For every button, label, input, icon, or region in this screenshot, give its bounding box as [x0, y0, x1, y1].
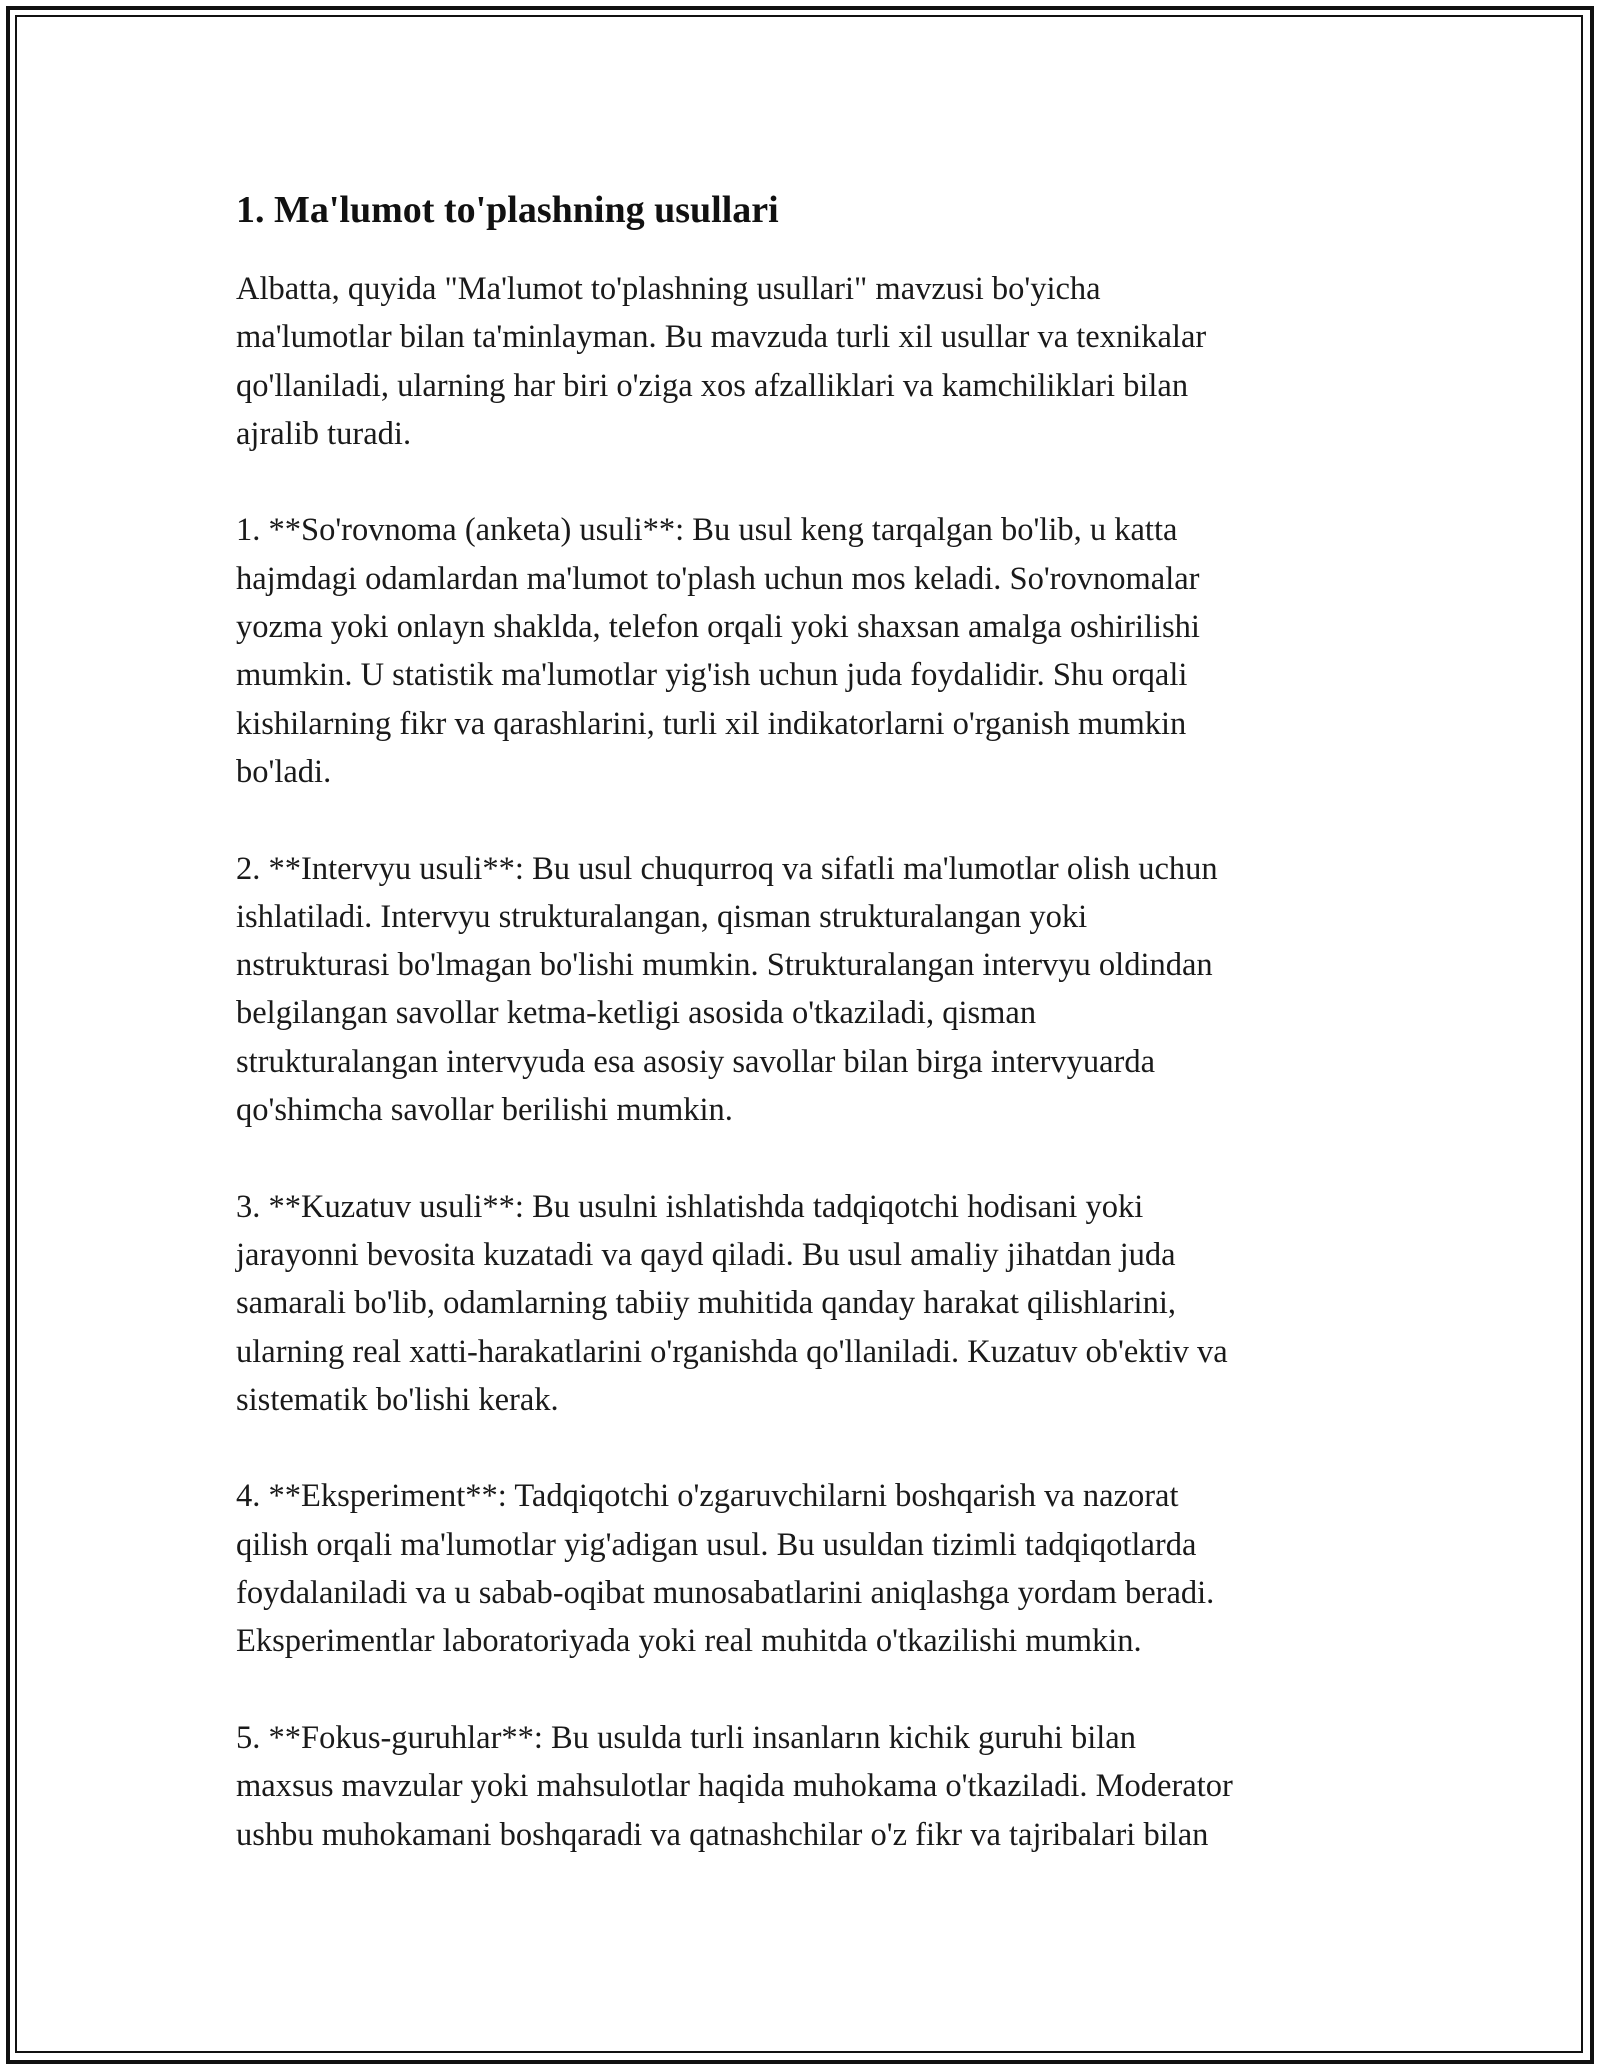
page-title: 1. Ma'lumot to'plashning usullari [236, 189, 779, 231]
document-body [236, 183, 1376, 1859]
method-interview-paragraph: 2. **Intervyu usuli**: Bu usul chuqurroq va sifatli ma'lumotlar olish uchun ishlatiladi. Intervyu strukturalangan, qisman strukturalangan yoki nstrukturasi bo'lmagan bo'lishi mumkin. Strukturalangan intervyu oldindan belgilangan savollar ketma-ketligi asosida o'tkaziladi, qisman strukturalangan intervyuda esa asosiy savollar bilan birga intervyuarda qo'shimcha savollar berilishi mumkin. [236, 850, 1218, 1129]
method-experiment-paragraph: 4. **Eksperiment**: Tadqiqotchi o'zgaruvchilarni boshqarish va nazorat qilish orqali ma'lumotlar yig'adigan usul. Bu usuldan tizimli tadqiqotlarda foydalaniladi va u sabab-oqibat munosabatlarini aniqlashga yordam beradi. Eksperimentlar laboratoriyada yoki real muhitda o'tkazilishi mumkin. [236, 1478, 1215, 1660]
method-survey-paragraph: 1. **So'rovnoma (anketa) usuli**: Bu usul keng tarqalgan bo'lib, u katta hajmdagi odamlardan ma'lumot to'plash uchun mos keladi. So'rovnomalar yozma yoki onlayn shaklda, telefon orqali yoki shaxsan amalga oshirilishi mumkin. U statistik ma'lumotlar yig'ish uchun juda foydalidir. Shu orqali kishilarning fikr va qarashlarini, turli xil indikatorlarni o'rganish mumkin bo'ladi. [236, 512, 1200, 790]
method-observation-paragraph: 3. **Kuzatuv usuli**: Bu usulni ishlatishda tadqiqotchi hodisani yoki jarayonni bevosita kuzatadi va qayd qiladi. Bu usul amaliy jihatdan juda samarali bo'lib, odamlarning tabiiy muhitida qanday harakat qilishlarini, ularning real xatti-harakatlarini o'rganishda qo'llaniladi. Kuzatuv ob'ektiv va sistematik bo'lishi kerak. [236, 1188, 1228, 1418]
intro-paragraph: Albatta, quyida "Ma'lumot to'plashning usullari" mavzusi bo'yicha ma'lumotlar bilan ta'minlayman. Bu mavzuda turli xil usullar va texnikalar qo'llaniladi, ularning har biri o'ziga xos afzalliklari va kamchiliklari bilan ajralib turadi. [236, 271, 1207, 452]
method-focus-groups-paragraph: 5. **Fokus-guruhlar**: Bu usulda turli insanların kichik guruhi bilan maxsus mavzular yoki mahsulotlar haqida muhokama o'tkaziladi. Moderator ushbu muhokamani boshqaradi va qatnashchilar o'z fikr va tajribalari bilan [236, 1719, 1233, 1853]
